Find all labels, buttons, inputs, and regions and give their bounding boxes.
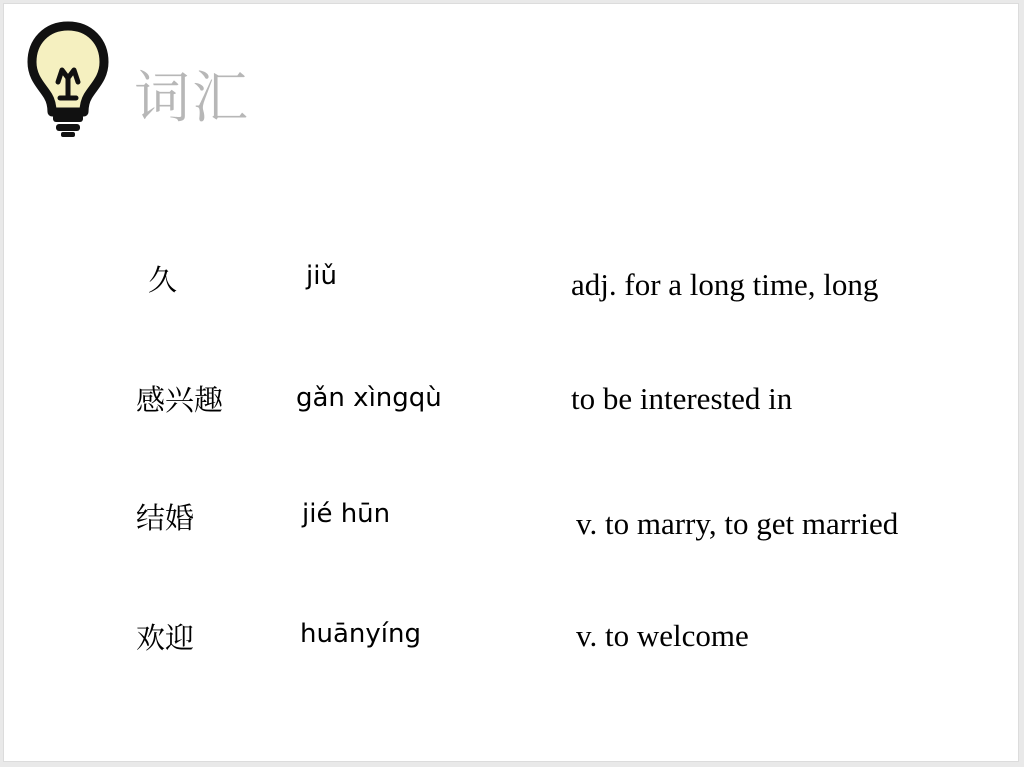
vocab-pinyin: gǎn xìngqù bbox=[296, 383, 442, 413]
vocab-meaning: to be interested in bbox=[571, 381, 793, 416]
vocab-meaning: adj. for a long time, long bbox=[571, 267, 879, 302]
vocab-pinyin: huānyíng bbox=[300, 619, 421, 649]
vocab-pinyin: jié hūn bbox=[302, 499, 391, 529]
vocab-hanzi: 感兴趣 bbox=[136, 383, 224, 417]
vocab-hanzi: 结婚 bbox=[136, 501, 195, 535]
vocab-hanzi: 欢迎 bbox=[136, 621, 195, 655]
vocab-meaning: v. to welcome bbox=[576, 618, 749, 653]
vocab-list bbox=[4, 4, 1018, 761]
slide bbox=[3, 3, 1019, 762]
slide-title: 词汇 bbox=[134, 66, 250, 131]
vocab-hanzi: 久 bbox=[148, 263, 178, 297]
vocab-pinyin: jiǔ bbox=[306, 261, 337, 291]
vocab-meaning: v. to marry, to get married bbox=[576, 506, 899, 541]
